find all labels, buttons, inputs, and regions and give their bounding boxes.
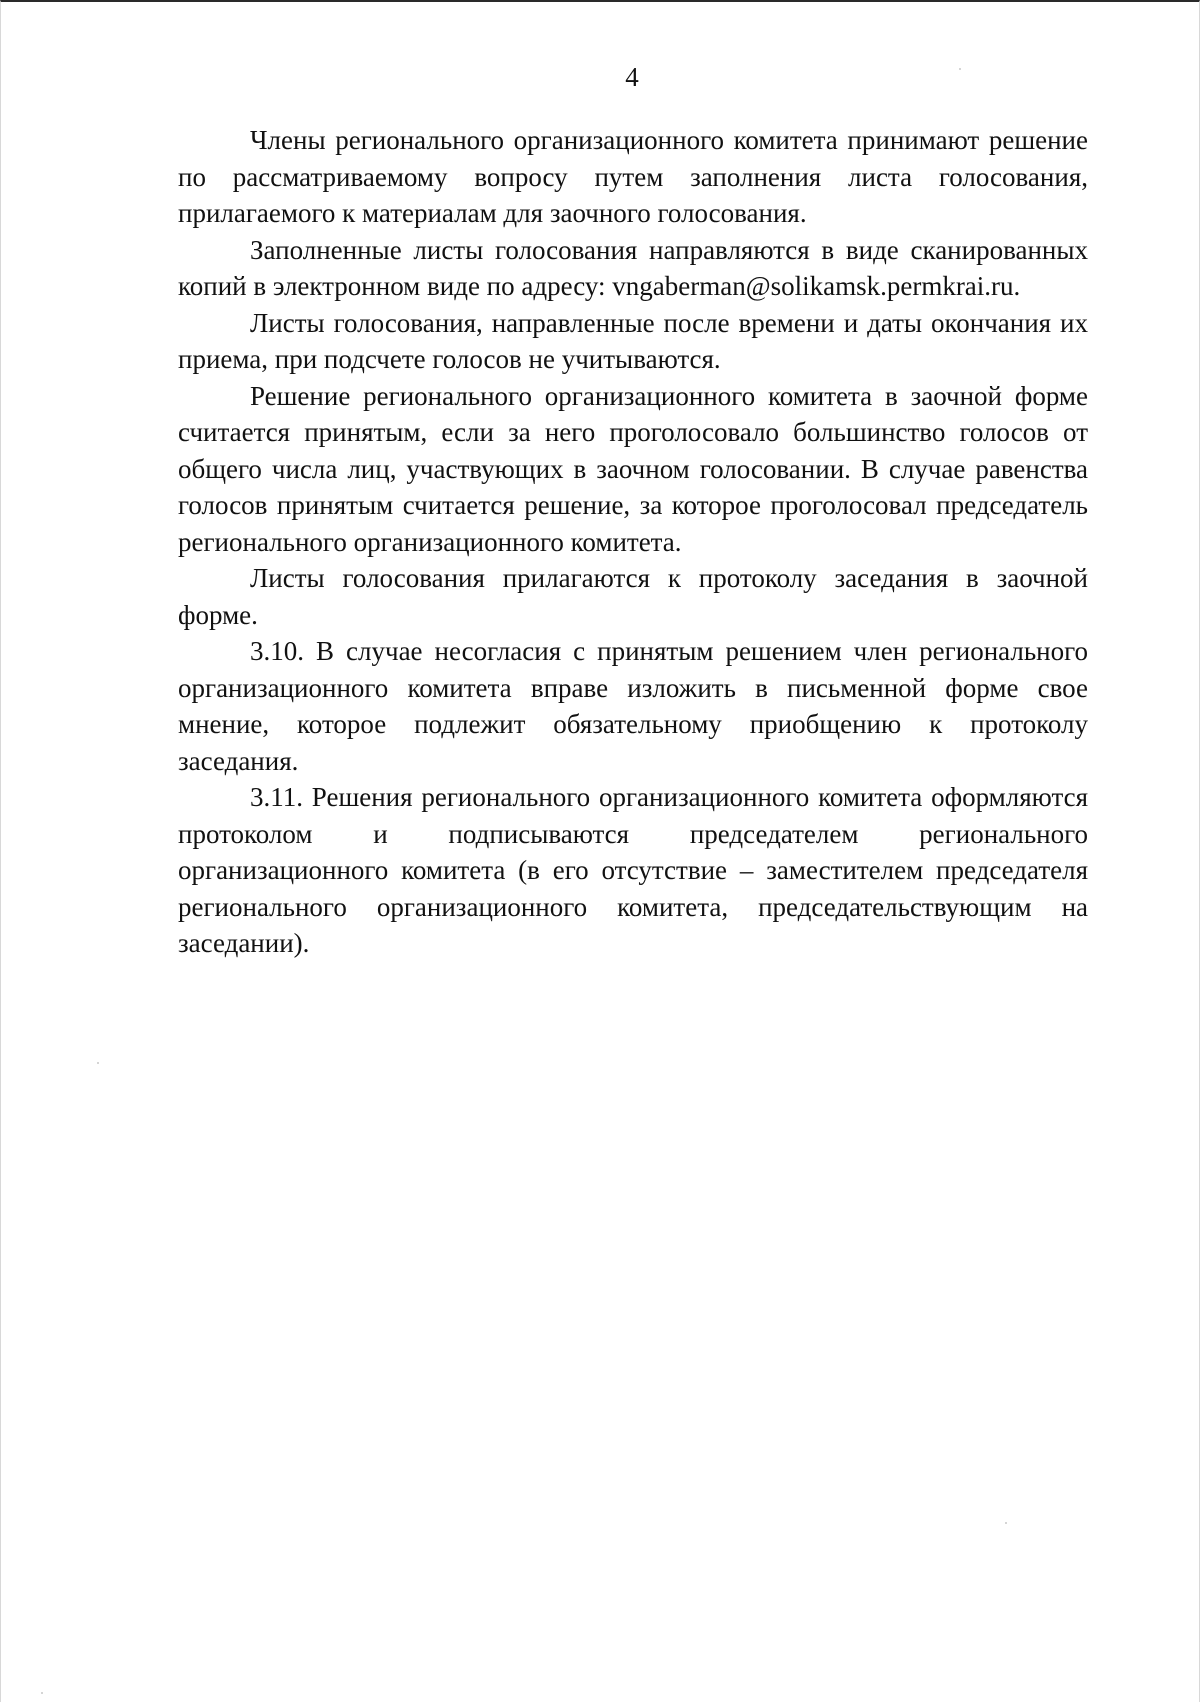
scan-speck	[97, 1062, 99, 1064]
paragraph-3-10-disagreement: 3.10. В случае несогласия с принятым решением член регионального организационного комитета вправе изложить в письменной форме свое мнение, которое подлежит обязательному приобщению к протоколу заседания.	[178, 636, 1088, 776]
page-number: 4	[625, 62, 639, 92]
paragraph-late-ballots: Листы голосования, направленные после времени и даты окончания их приема, при подсчете голосов не учитываются.	[178, 307, 1088, 374]
paragraph-3-11-decisions: 3.11. Решения регионального организационного комитета оформляются протоколом и подписываются председателем регионального организационного комитета (в его отсутствие – заместителем председателя регионального организационного комитета, председательствующим на заседании).	[178, 782, 1088, 958]
paragraph-decision-adopted: Решение регионального организационного комитета в заочной форме считается принятым, если за него проголосовало большинство голосов от общего числа лиц, участвующих в заочном голосовании. В случае равенства голосов принятым считается решение, за которое проголосовал председатель регионального организационного комитета.	[178, 380, 1088, 557]
paragraph-voting-members: Члены регионального организационного комитета принимают решение по рассматриваемому вопросу путем заполнения листа голосования, прилагаемого к материалам для заочного голосования.	[178, 125, 1088, 228]
document-body	[178, 122, 1088, 962]
scan-speck	[41, 1692, 43, 1694]
paragraph-ballots-attached: Листы голосования прилагаются к протоколу заседания в заочной форме.	[178, 563, 1088, 630]
scan-speck	[1005, 1522, 1007, 1524]
scan-speck	[959, 68, 961, 70]
paragraph-filled-ballots: Заполненные листы голосования направляются в виде сканированных копий в электронном виде по адресу: vngaberman@solikamsk.permkrai.ru.	[178, 234, 1088, 301]
